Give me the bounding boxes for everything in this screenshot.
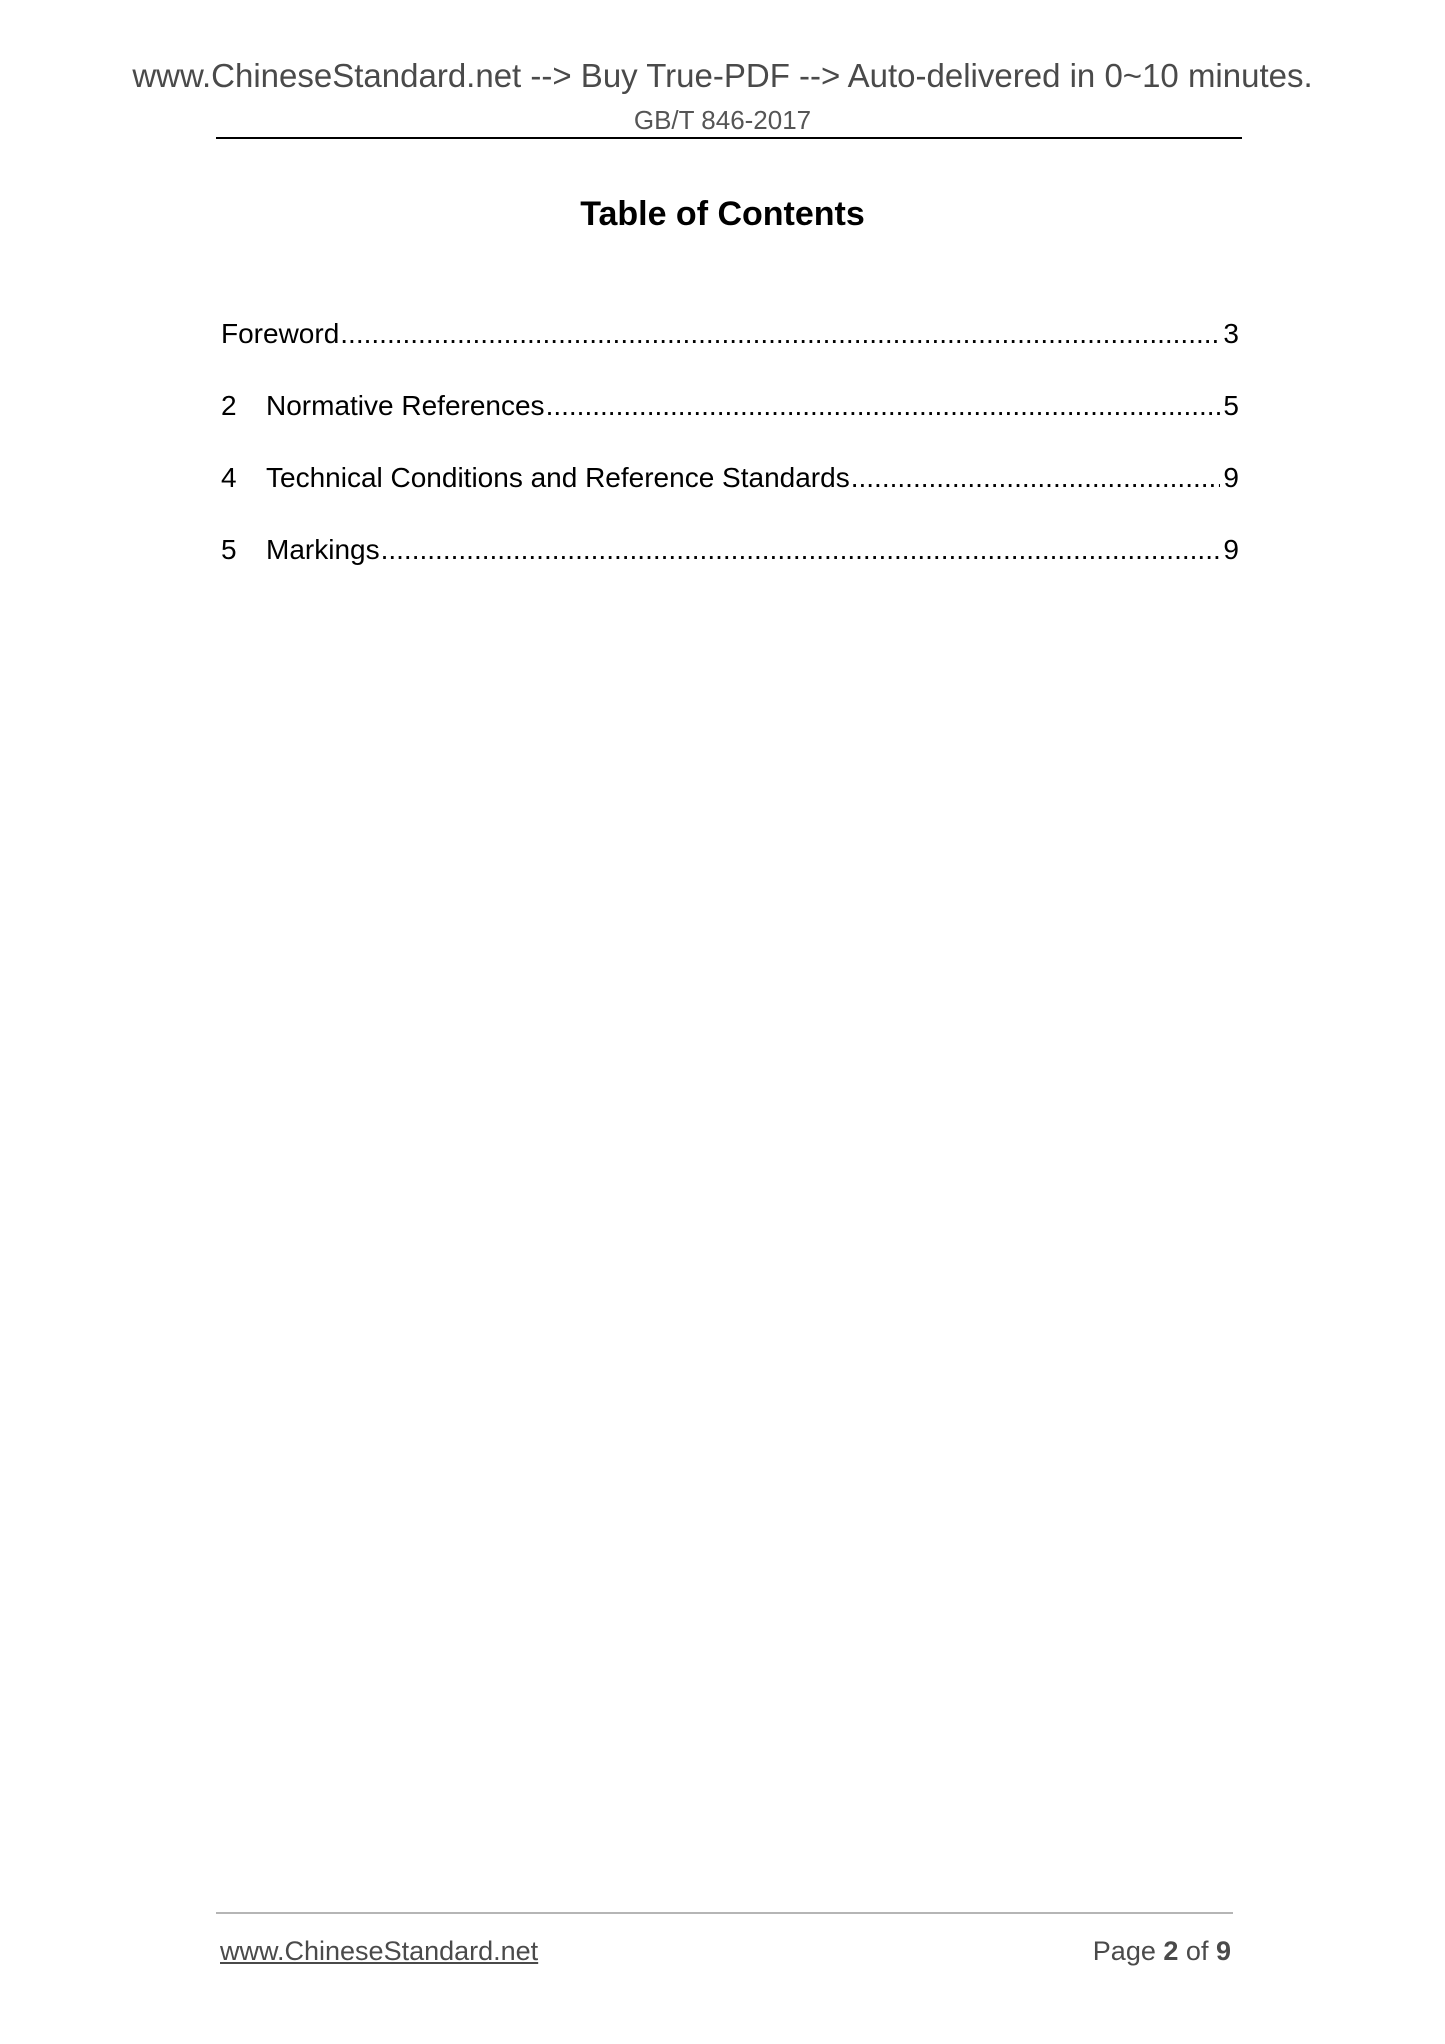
footer-divider <box>216 1912 1233 1914</box>
toc-dot-leader <box>340 316 1220 352</box>
standard-code: GB/T 846-2017 <box>633 105 812 135</box>
toc-dot-leader <box>546 388 1221 424</box>
page-indicator <box>1093 1934 1231 1968</box>
page-of-label: of <box>1185 1936 1209 1966</box>
header-banner: www.ChineseStandard.net --> Buy True-PDF --> Auto-delivered in 0~10 minutes. <box>132 57 1313 94</box>
table-of-contents <box>221 316 1239 604</box>
toc-entry-page: 9 <box>1223 462 1239 493</box>
toc-entry-page: 5 <box>1223 390 1239 421</box>
current-page-number: 2 <box>1163 1936 1179 1966</box>
toc-entry-foreword[interactable] <box>221 316 1239 388</box>
toc-entry-technical-conditions[interactable] <box>221 460 1239 532</box>
total-pages-number: 9 <box>1215 1936 1231 1966</box>
toc-entry-page: 9 <box>1223 534 1239 565</box>
toc-dot-leader <box>851 460 1221 496</box>
toc-entry-markings[interactable] <box>221 532 1239 604</box>
toc-dot-leader <box>381 532 1221 568</box>
toc-entry-label: Normative References <box>266 390 545 421</box>
header-divider <box>216 137 1242 139</box>
toc-entry-normative-references[interactable] <box>221 388 1239 460</box>
toc-entry-number: 5 <box>221 534 237 565</box>
toc-entry-number: 4 <box>221 462 237 493</box>
toc-entry-number: 2 <box>221 390 237 421</box>
toc-entry-label: Markings <box>266 534 380 565</box>
footer-website-link[interactable]: www.ChineseStandard.net <box>220 1936 539 1966</box>
toc-entry-page: 3 <box>1223 318 1239 349</box>
page-title: Table of Contents <box>580 195 865 233</box>
toc-entry-label: Foreword <box>221 318 340 349</box>
page-prefix: Page <box>1092 1936 1156 1966</box>
toc-entry-label: Technical Conditions and Reference Standards <box>266 462 850 493</box>
